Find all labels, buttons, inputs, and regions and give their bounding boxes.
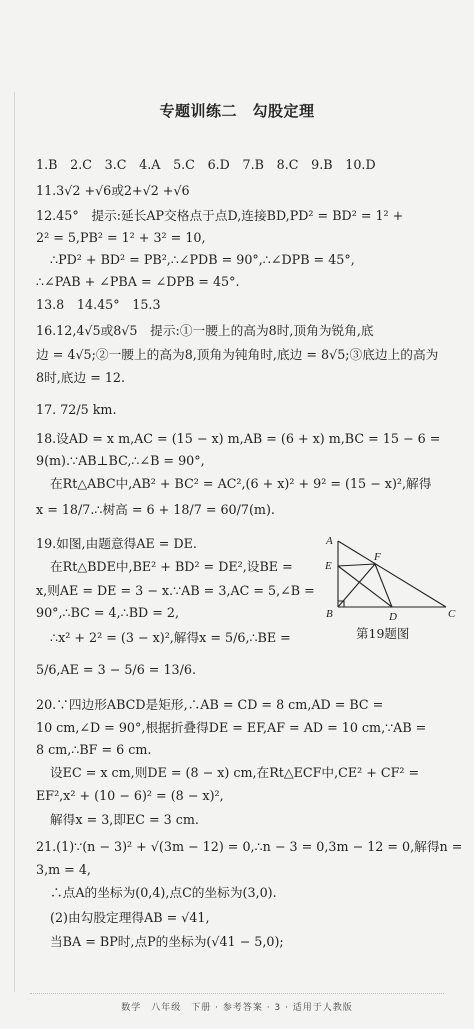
answer-line-32: 当BA = BP时,点P的坐标为(√41 − 5,0); [50,934,284,949]
answer-line-24: 8 cm,∴BF = 6 cm. [36,742,152,757]
answer-line-11: 17. 72/5 km. [36,402,117,417]
question-19-figure [318,535,468,630]
answer-line-20: ∴x² + 2² = (3 − x)²,解得x = 5/6,∴BE = [50,630,291,645]
segment-ef [338,564,375,566]
label-c: C [448,608,456,620]
answer-line-25: 设EC = x cm,则DE = (8 − x) cm,在Rt△ECF中,CE² + CF² = [50,765,420,780]
answer-line-8: 16.12,4√5或8√5 提示:①一腰上的高为8时,顶角为锐角,底 [36,323,374,338]
answer-line-17: 在Rt△BDE中,BE² + BD² = DE²,设BE = [50,559,293,574]
label-e: E [325,560,332,572]
answer-line-27: 解得x = 3,即EC = 3 cm. [50,812,199,827]
segment-ac [338,541,446,607]
answer-line-16: 19.如图,由题意得AE = DE. [36,536,197,551]
answer-line-28: 21.(1)∵(n − 3)² + √(3m − 12) = 0,∴n − 3 = 0,3m − 12 = 0,解得n = [36,839,463,854]
answer-line-18: x,则AE = DE = 3 − x.∵AB = 3,AC = 5,∠B = [36,583,315,598]
answer-line-13: 9(m).∵AB⊥BC,∴∠B = 90°, [36,453,205,468]
answer-line-30: ∴点A的坐标为(0,4),点C的坐标为(3,0). [50,885,277,900]
label-f: F [374,551,381,563]
answer-line-21: 5/6,AE = 3 − 5/6 = 13/6. [36,662,196,677]
page-title: 专题训练二 勾股定理 [159,102,315,120]
answer-line-10: 8时,底边 = 12. [36,370,126,385]
answer-line-2: 11.3√2 +√6或2+√2 +√6 [36,183,190,198]
answer-line-5: ∴PD² + BD² = PB²,∴∠PDB = 90°,∴∠DPB = 45°, [50,252,355,267]
answer-line-26: EF²,x² + (10 − 6)² = (8 − x)², [36,788,224,803]
answer-line-7: 13.8 14.45° 15.3 [36,297,161,312]
answer-line-14: 在Rt△ABC中,AB² + BC² = AC²,(6 + x)² + 9² = (15 − x)²,解得 [50,476,432,491]
answer-line-12: 18.设AD = x m,AC = (15 − x) m,AB = (6 + x) m,BC = 15 − 6 = [36,431,441,446]
answer-line-4: 2² = 5,PB² = 1² + 3² = 10, [36,230,206,245]
answer-line-23: 10 cm,∠D = 90°,根据折叠得DE = EF,AF = AD = 10 cm,∵AB = [36,720,427,735]
answer-line-1: 1.B 2.C 3.C 4.A 5.C 6.D 7.B 8.C 9.B 10.D [36,157,376,172]
answer-line-31: (2)由勾股定理得AB = √41, [50,910,210,925]
answer-line-22: 20.∵四边形ABCD是矩形,∴AB = CD = 8 cm,AD = BC = [36,697,384,712]
answer-line-15: x = 18/7.∴树高 = 6 + 18/7 = 60/7(m). [36,502,275,517]
footer-divider [30,993,444,994]
binding-line [14,92,15,992]
figure-caption: 第19题图 [356,626,410,641]
label-d: D [389,611,397,623]
label-a: A [326,535,333,547]
answer-line-29: 3,m = 4, [36,862,91,877]
page-footer: 数学 八年级 下册 · 参考答案 · 3 · 适用于人教版 [121,1003,353,1013]
answer-line-6: ∴∠PAB + ∠PBA = ∠DPB = 45°. [36,274,240,289]
answer-line-9: 边 = 4√5;②一腰上的高为8,顶角为钝角时,底边 = 8√5;③底边上的高为 [36,347,439,362]
label-b: B [326,608,333,620]
answer-line-3: 12.45° 提示:延长AP交格点于点D,连接BD,PD² = BD² = 1² + [36,208,404,223]
answer-line-19: 90°,∴BC = 4,∴BD = 2, [36,605,180,620]
